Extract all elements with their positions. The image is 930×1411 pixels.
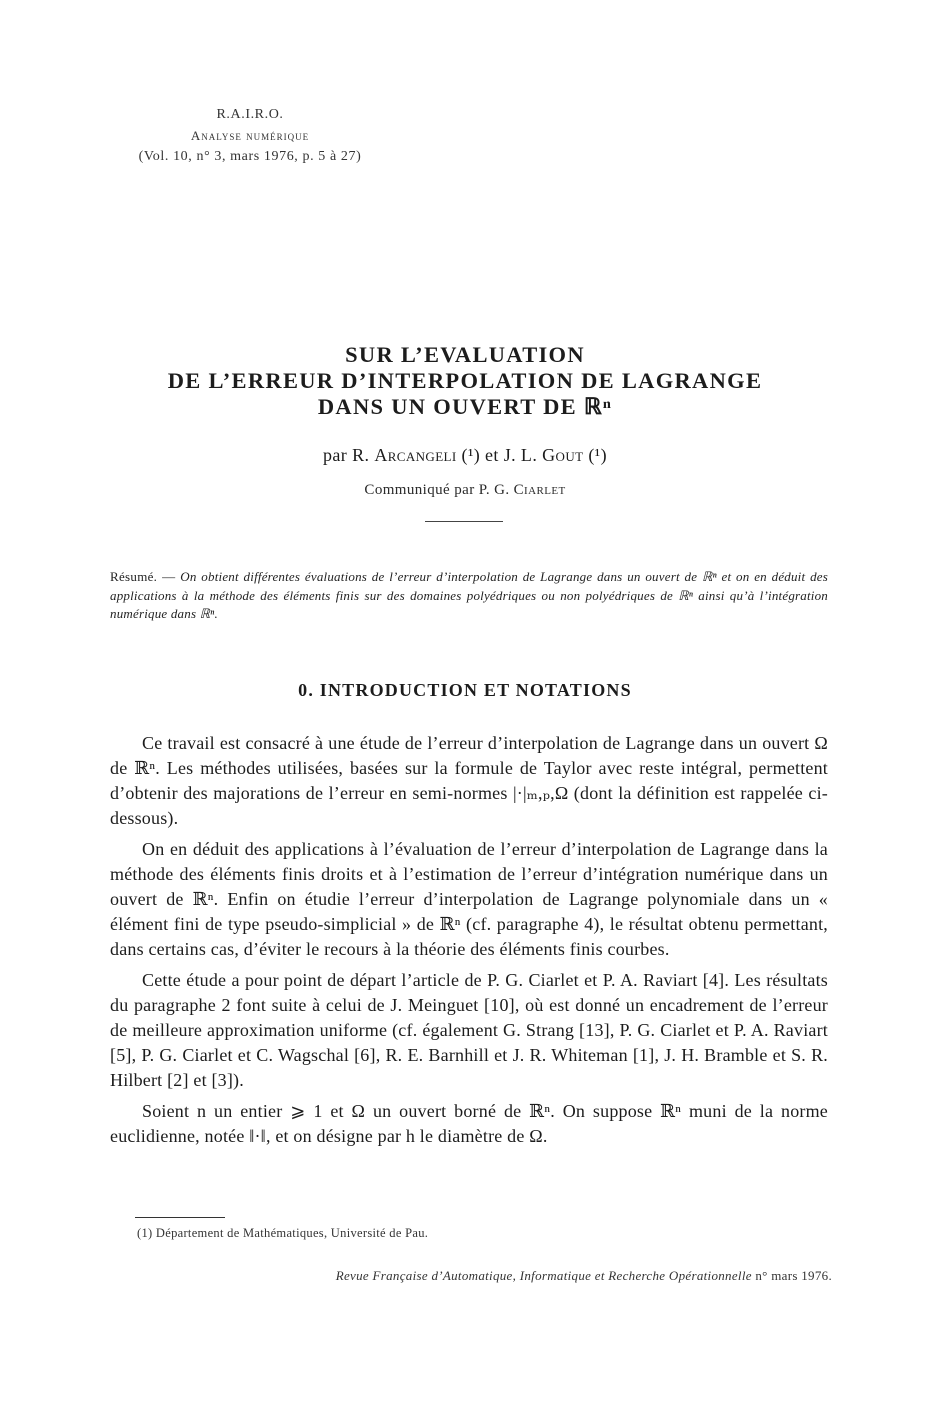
paragraph-3: Cette étude a pour point de départ l’article de P. G. Ciarlet et P. A. Raviart [4]. Les résultats du paragraphe 2 font suite à celui de J. Meinguet [10], où est donné un encadrement de l’erreur de meilleure approximation uniforme (cf. également G. Strang [13], P. G. Ciarlet et P. A. Raviart [5], P. G. Ciarlet et C. Wagschal [6], R. E. Barnhill et J. R. Whiteman [1], J. H. Bramble et S. R. Hilbert [2] et [3]). [110,970,828,1090]
author-arcangeli: Arcangeli [374,445,457,465]
abstract-label: Résumé. — [110,569,181,584]
journal-full-name: Revue Française d’Automatique, Informatique et Recherche Opérationnelle [335,1268,752,1283]
title-line-2: DE L’ERREUR D’INTERPOLATION DE LAGRANGE [167,368,763,393]
communicated-by [90,482,840,499]
journal-abbrev: R.A.I.R.O. [216,107,284,122]
paragraph-2: On en déduit des applications à l’évaluation de l’erreur d’interpolation de Lagrange dans la méthode des éléments finis droits et à l’estimation de l’erreur d’intégration numérique dans un ouvert de ℝⁿ. Enfin on étudie l’erreur d’interpolation de Lagrange polynomiale dans un « élément fini de type pseudo-simplicial » de ℝⁿ (cf. paragraphe 4), le résultat obtenu permettant, dans certains cas, d’éviter le recours à la théorie des éléments finis courbes. [110,839,828,959]
abstract-text: On obtient différentes évaluations de l’erreur d’interpolation de Lagrange dans un ouvert de ℝⁿ et on en déduit des applications à la méthode des éléments finis sur des domaines polyédriques ou non polyédriques de ℝⁿ ainsi qu’à l’intégration numérique dans ℝⁿ. [110,569,828,621]
footnote-ref-2: (¹) [588,445,607,465]
running-footer [160,1268,832,1284]
communique-prefix: Communiqué par P. G. [364,482,514,498]
author-line [90,445,840,466]
paragraph-4: Soient n un entier ⩾ 1 et Ω un ouvert borné de ℝⁿ. On suppose ℝⁿ muni de la norme euclidienne, notée ‖·‖, et on désigne par h le diamètre de Ω. [110,1101,828,1146]
communique-name: Ciarlet [513,482,566,498]
footnote-rule [135,1217,225,1218]
journal-volume-info: (Vol. 10, n° 3, mars 1976, p. 5 à 27) [138,149,362,164]
title-line-1: SUR L’EVALUATION [345,342,585,367]
section-heading: 0. INTRODUCTION ET NOTATIONS [298,680,632,700]
journal-header [120,104,380,167]
paragraph-1: Ce travail est consacré à une étude de l’erreur d’interpolation de Lagrange dans un ouvert Ω de ℝⁿ. Les méthodes utilisées, basées sur la formule de Taylor avec reste intégral, permettent d’obtenir des majorations de l’erreur en semi-normes |·|ₘ,ₚ,Ω (dont la définition est rappelée ci-dessous). [110,733,828,828]
footnote-ref-1: (¹) [461,445,481,465]
author-gout: Gout [542,445,584,465]
authors-et: et J. L. [480,445,543,465]
paper-title [90,342,840,420]
abstract [110,568,828,624]
title-line-3: DANS UN OUVERT DE ℝⁿ [317,394,613,419]
footnote: (1) Département de Mathématiques, Université de Pau. [137,1226,429,1240]
authors-par: par R. [323,445,375,465]
journal-section: Analyse numérique [190,128,310,143]
body-text [110,731,828,1149]
title-separator-rule [425,521,503,522]
issue-date: n° mars 1976. [751,1268,832,1283]
